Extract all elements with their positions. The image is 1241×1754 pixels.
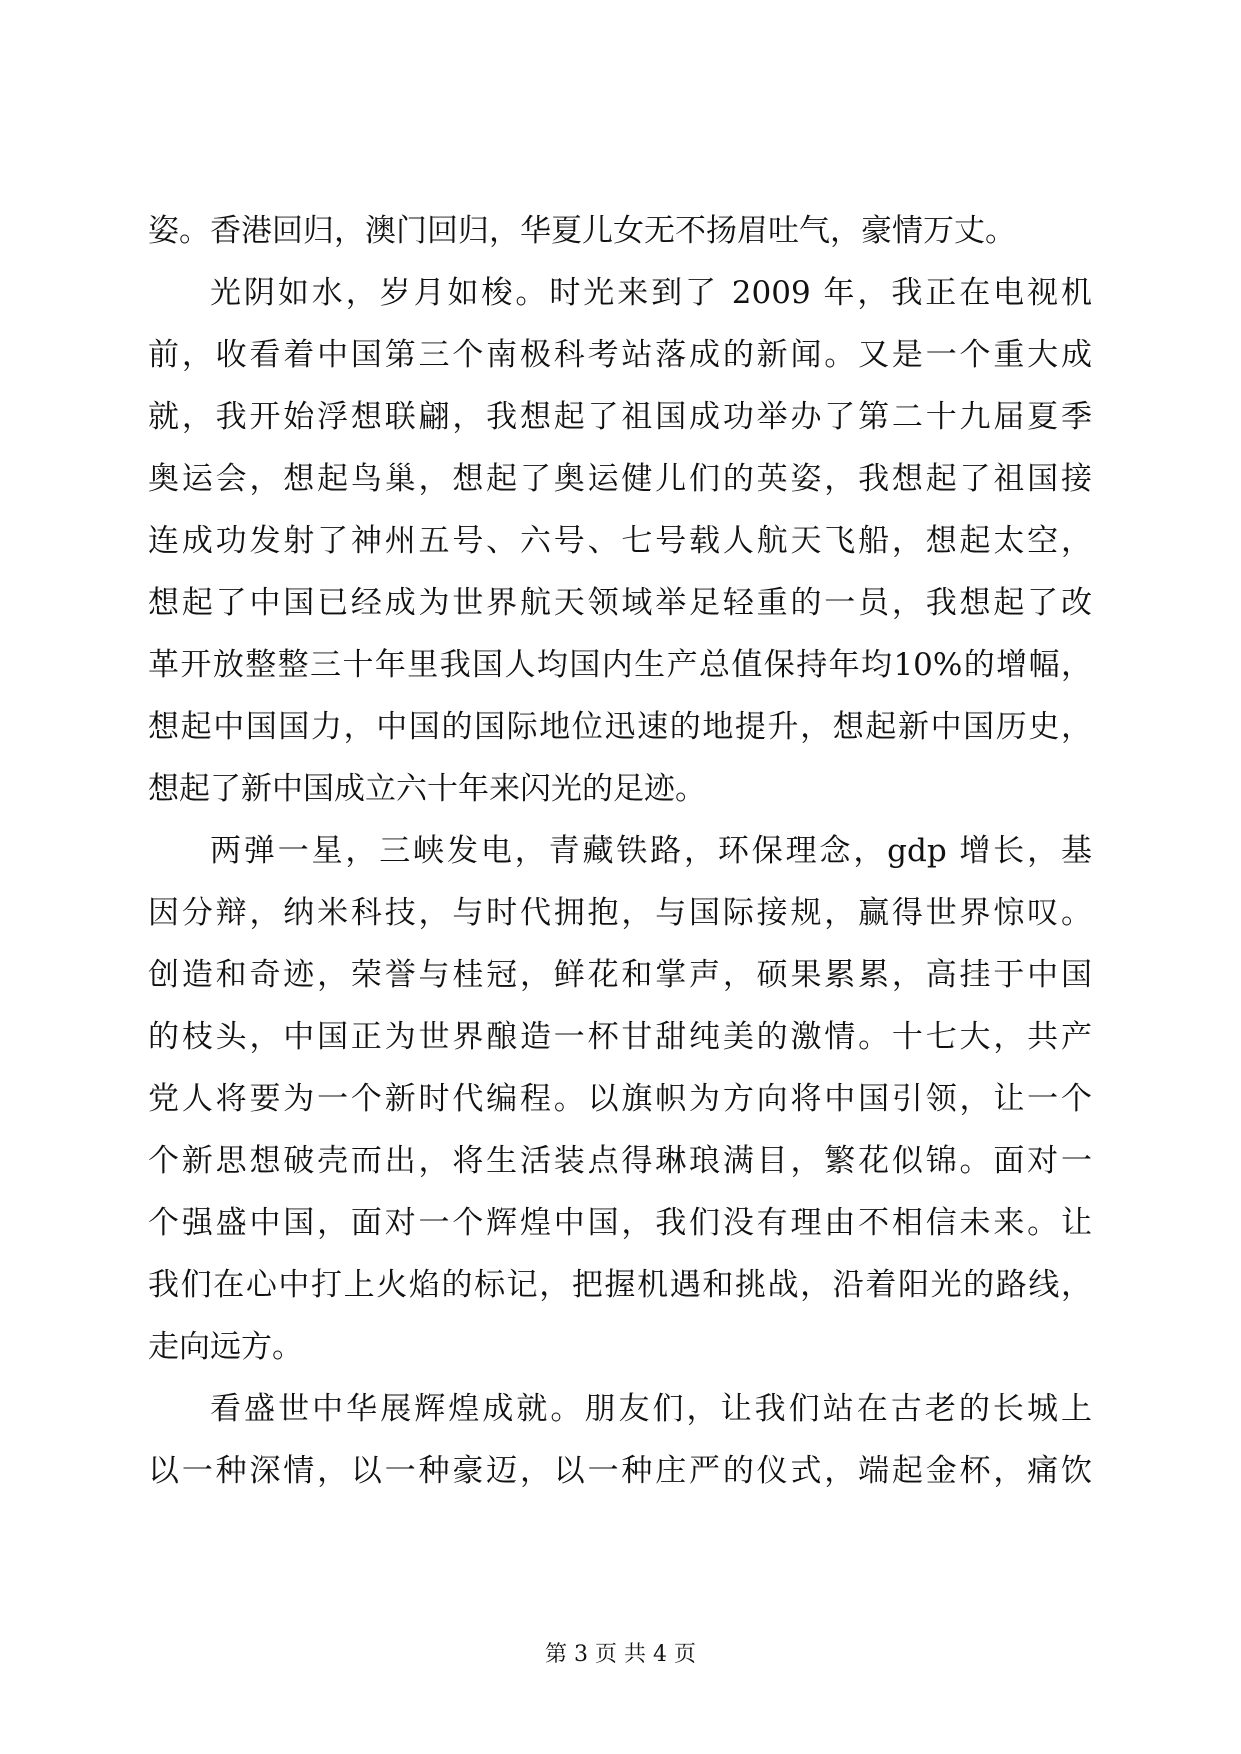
text-line: 看盛世中华展辉煌成就。朋友们，让我们站在古老的长城上: [210, 1391, 1092, 1427]
text-line: 姿。香港回归，澳门回归，华夏儿女无不扬眉吐气，豪情万丈。: [148, 213, 1016, 249]
text-line: 革开放整整三十年里我国人均国内生产总值保持年均10%的增幅，: [148, 647, 1092, 683]
text-line: 想起了中国已经成为世界航天领域举足轻重的一员，我想起了改: [148, 585, 1092, 621]
text-line: 走向远方。: [148, 1329, 303, 1365]
document-body: [148, 200, 1092, 1502]
text-line: 光阴如水，岁月如梭。时光来到了 2009 年，我正在电视机: [210, 275, 1092, 311]
text-line: 两弹一星，三峡发电，青藏铁路，环保理念，gdp 增长，基: [210, 833, 1092, 869]
text-line: 创造和奇迹，荣誉与桂冠，鲜花和掌声，硕果累累，高挂于中国: [148, 957, 1092, 993]
text-line: 党人将要为一个新时代编程。以旗帜为方向将中国引领，让一个: [148, 1081, 1092, 1117]
text-line: 就，我开始浮想联翩，我想起了祖国成功举办了第二十九届夏季: [148, 399, 1092, 435]
text-line: 想起中国国力，中国的国际地位迅速的地提升，想起新中国历史，: [148, 709, 1092, 745]
text-line: 以一种深情，以一种豪迈，以一种庄严的仪式，端起金杯，痛饮: [148, 1453, 1092, 1489]
text-line: 前，收看着中国第三个南极科考站落成的新闻。又是一个重大成: [148, 337, 1092, 373]
text-line: 奥运会，想起鸟巢，想起了奥运健儿们的英姿，我想起了祖国接: [148, 461, 1092, 497]
page-number-footer: 第 3 页 共 4 页: [545, 1642, 696, 1667]
text-line: 我们在心中打上火焰的标记，把握机遇和挑战，沿着阳光的路线，: [148, 1267, 1092, 1303]
text-line: 因分辩，纳米科技，与时代拥抱，与国际接规，赢得世界惊叹。: [148, 895, 1092, 931]
text-line: 想起了新中国成立六十年来闪光的足迹。: [148, 771, 706, 807]
text-line: 连成功发射了神州五号、六号、七号载人航天飞船，想起太空，: [148, 523, 1092, 559]
text-line: 的枝头，中国正为世界酿造一杯甘甜纯美的激情。十七大，共产: [148, 1019, 1092, 1055]
text-line: 个新思想破壳而出，将生活装点得琳琅满目，繁花似锦。面对一: [148, 1143, 1092, 1179]
text-line: 个强盛中国，面对一个辉煌中国，我们没有理由不相信未来。让: [148, 1205, 1092, 1241]
